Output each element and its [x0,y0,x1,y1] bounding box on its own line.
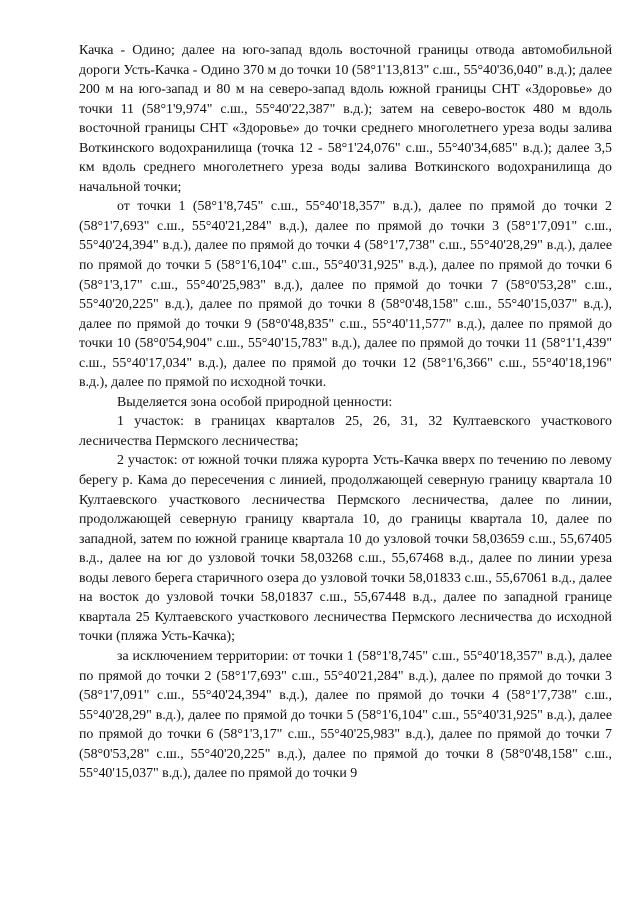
paragraph-continuation: Качка - Одино; далее на юго-запад вдоль восточной границы отвода автомобильной дороги Усть-Качка - Одино 370 м до точки 10 (58°1'13,813" с.ш., 55°40'36,040" в.д.); далее 200 м на юго-запад и 80 м на северо-запад вдоль южной границы СНТ «Здоровье» до точки 11 (58°1'9,974" с.ш., 55°40'22,387" в.д.); затем на северо-восток 480 м вдоль восточной границы СНТ «Здоровье» до точки среднего многолетнего уреза воды залива Воткинского водохранилища (точка 12 - 58°1'24,076" с.ш., 55°40'34,685" в.д.); далее 3,5 км вдоль среднего многолетнего уреза воды залива Воткинского водохранилища до начальной точки; [79,43,612,195]
paragraph-zone-heading: Выделяется зона особой природной ценности: [117,394,393,410]
paragraph-points-list: от точки 1 (58°1'8,745" с.ш., 55°40'18,357" в.д.), далее по прямой до точки 2 (58°1'7,693" с.ш., 55°40'21,284" в.д.), далее по прямой до точки 3 (58°1'7,091" с.ш., 55°40'24,394" в.д.), далее по прямой до точки 4 (58°1'7,738" с.ш., 55°40'28,29" в.д.), далее по прямой до точки 5 (58°1'6,104" с.ш., 55°40'31,925" в.д.), далее по прямой до точки 6 (58°1'3,17" с.ш., 55°40'25,983" в.д.), далее по прямой до точки 7 (58°0'53,28" с.ш., 55°40'20,225" в.д.), далее по прямой до точки 8 (58°0'48,158" с.ш., 55°40'15,037" в.д.), далее по прямой до точки 9 (58°0'48,835" с.ш., 55°40'11,577" в.д.), далее по прямой до точки 10 (58°0'54,904" с.ш., 55°40'15,783" в.д.), далее по прямой до точки 11 (58°1'1,439" с.ш., 55°40'17,034" в.д.), далее по прямой до точки 12 (58°1'6,366" с.ш., 55°40'18,196" в.д.), далее по прямой по исходной точки. [79,199,612,391]
document-body [79,41,612,784]
paragraph-plot-2: 2 участок: от южной точки пляжа курорта Усть-Качка вверх по течению по левому берегу р. Кама до пересечения с линией, продолжающей северную границу квартала 10 Култаевского участкового лесничества Пермского лесничества, далее по линии, продолжающей северную границу квартала 10, до границы квартала 10, далее по западной, затем по южной границе квартала 10 до узловой точки 58,03659 с.ш., 55,67405 в.д., далее на юг до узловой точки 58,03268 с.ш., 55,67468 в.д., далее по линии уреза воды левого берега старичного озера до узловой точки 58,01833 с.ш., 55,67061 в.д., далее на восток до узловой точки 58,01837 с.ш., 55,67448 в.д., далее по западной границе квартала 25 Култаевского участкового лесничества Пермского лесничества до исходной точки (пляжа Усть-Качка); [79,453,612,645]
paragraph-plot-1: 1 участок: в границах кварталов 25, 26, 31, 32 Култаевского участкового лесничества Пермского лесничества; [79,414,612,449]
paragraph-exclusion: за исключением территории: от точки 1 (58°1'8,745" с.ш., 55°40'18,357" в.д.), далее по прямой до точки 2 (58°1'7,693" с.ш., 55°40'21,284" в.д.), далее по прямой до точки 3 (58°1'7,091" с.ш., 55°40'24,394" в.д.), далее по прямой до точки 4 (58°1'7,738" с.ш., 55°40'28,29" в.д.), далее по прямой до точки 5 (58°1'6,104" с.ш., 55°40'31,925" в.д.), далее по прямой до точки 6 (58°1'3,17" с.ш., 55°40'25,983" в.д.), далее по прямой до точки 7 (58°0'53,28" с.ш., 55°40'20,225" в.д.), далее по прямой до точки 8 (58°0'48,158" с.ш., 55°40'15,037" в.д.), далее по прямой до точки 9 [79,648,612,782]
